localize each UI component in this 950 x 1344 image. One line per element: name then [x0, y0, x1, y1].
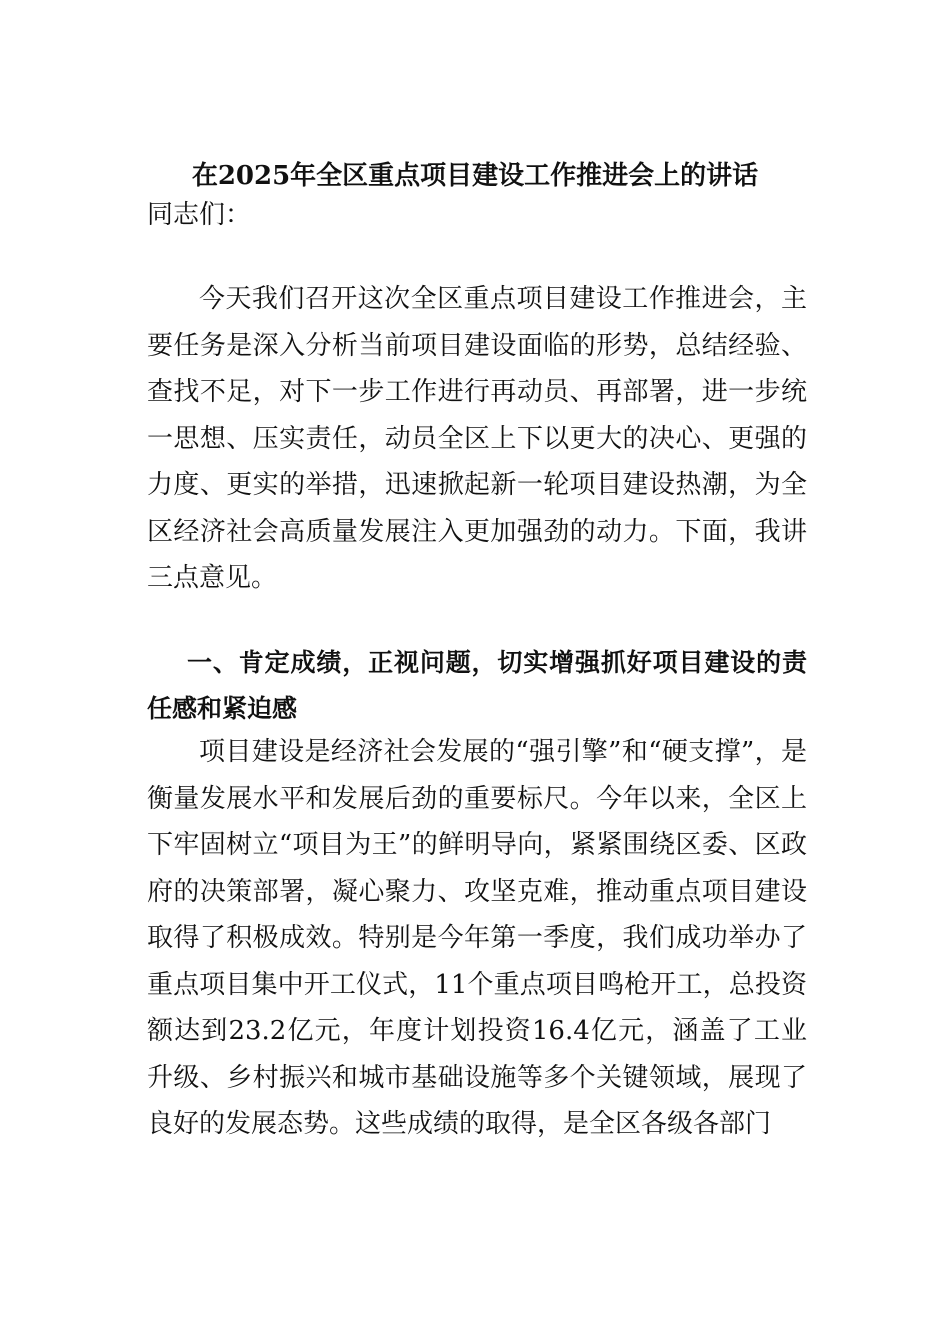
salutation: 同志们：: [147, 200, 252, 230]
section-heading-1: 一、肯定成绩，正视问题，切实增强抓好项目建设的责任感和紧迫感: [147, 648, 807, 723]
paragraph-section-1: 项目建设是经济社会发展的“强引擎”和“硬支撑”，是衡量发展水平和发展后劲的重要标尺。今年以来，全区上下牢固树立“项目为王”的鲜明导向，紧紧围绕区委、区政府的决策部署，凝心聚力、攻坚克难，推动重点项目建设取得了积极成效。特别是今年第一季度，我们成功举办了重点项目集中开工仪式，11个重点项目鸣枪开工，总投资额达到23.2亿元，年度计划投资16.4亿元，涵盖了工业升级、乡村振兴和城市基础设施等多个关键领域，展现了良好的发展态势。这些成绩的取得，是全区各级各部门: [147, 737, 807, 1139]
document-title: 在2025年全区重点项目建设工作推进会上的讲话: [191, 161, 759, 191]
paragraph-opening: 今天我们召开这次全区重点项目建设工作推进会，主要任务是深入分析当前项目建设面临的形势，总结经验、查找不足，对下一步工作进行再动员、再部署，进一步统一思想、压实责任，动员全区上下以更大的决心、更强的力度、更实的举措，迅速掀起新一轮项目建设热潮，为全区经济社会高质量发展注入更加强劲的动力。下面，我讲三点意见。: [147, 284, 807, 593]
